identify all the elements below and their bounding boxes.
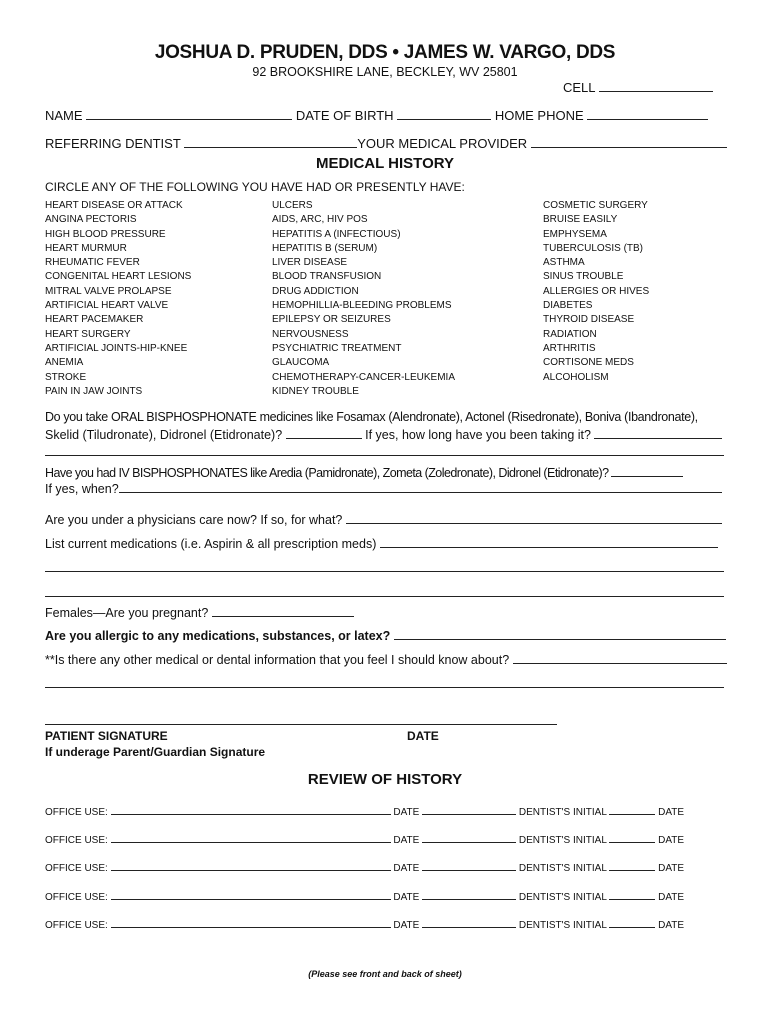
conditions-column-3 xyxy=(543,199,649,385)
referring-dentist-input-line[interactable] xyxy=(184,136,357,148)
medical-provider-label: YOUR MEDICAL PROVIDER xyxy=(357,136,528,151)
date-label: DATE xyxy=(658,835,685,846)
name-input-line[interactable] xyxy=(86,108,292,120)
condition-item[interactable]: SINUS TROUBLE xyxy=(543,271,624,283)
pregnant-label: Females—Are you pregnant? xyxy=(45,606,209,620)
other-info-input-line[interactable] xyxy=(513,652,727,664)
name-label: NAME xyxy=(45,108,83,123)
date-label: DATE xyxy=(393,892,420,903)
date-input-line[interactable] xyxy=(422,805,516,815)
office-use-label: OFFICE USE: xyxy=(45,807,108,818)
office-use-row xyxy=(45,861,684,874)
condition-item[interactable]: PSYCHIATRIC TREATMENT xyxy=(272,342,402,354)
condition-item[interactable]: ULCERS xyxy=(272,200,313,211)
office-use-input-line[interactable] xyxy=(111,918,391,928)
practice-title: JOSHUA D. PRUDEN, DDS • JAMES W. VARGO, DDS xyxy=(154,42,616,63)
home-phone-label: HOME PHONE xyxy=(494,108,584,123)
condition-item[interactable]: BRUISE EASILY xyxy=(543,214,618,226)
condition-item[interactable]: ANEMIA xyxy=(45,357,84,369)
condition-item[interactable]: STROKE xyxy=(45,371,87,383)
office-use-label: OFFICE USE: xyxy=(45,863,108,874)
medications-extra-line-2[interactable] xyxy=(45,596,724,597)
condition-item[interactable]: LIVER DISEASE xyxy=(272,257,348,269)
date-label: DATE xyxy=(393,863,420,874)
dentist-initial-input-line[interactable] xyxy=(609,890,655,900)
dentist-initial-input-line[interactable] xyxy=(609,833,655,843)
medications-input-line[interactable] xyxy=(380,536,718,548)
condition-item[interactable]: HEART DISEASE OR ATTACK xyxy=(45,200,183,211)
dentist-initial-label: DENTIST'S INITIAL xyxy=(518,807,607,818)
oral-bisphosphonate-answer-line[interactable] xyxy=(286,427,362,439)
date-label: DATE xyxy=(658,892,685,903)
condition-item[interactable]: ASTHMA xyxy=(543,257,585,269)
office-use-row xyxy=(45,805,684,818)
condition-item[interactable]: HEART PACEMAKER xyxy=(45,314,144,326)
iv-when-label: If yes, when? xyxy=(45,482,119,496)
condition-item[interactable]: PAIN IN JAW JOINTS xyxy=(45,385,143,397)
dentist-initial-label: DENTIST'S INITIAL xyxy=(518,892,607,903)
condition-item[interactable]: THYROID DISEASE xyxy=(543,314,635,326)
pregnant-question xyxy=(45,605,354,620)
office-use-input-line[interactable] xyxy=(111,805,391,815)
condition-item[interactable]: DRUG ADDICTION xyxy=(272,285,359,297)
referring-dentist-label: REFERRING DENTIST xyxy=(45,136,181,151)
cell-input-line[interactable] xyxy=(599,80,713,92)
condition-item[interactable]: NERVOUSNESS xyxy=(272,328,349,340)
condition-item[interactable]: AIDS, ARC, HIV POS xyxy=(272,214,368,226)
condition-item[interactable]: CHEMOTHERAPY-CANCER-LEUKEMIA xyxy=(272,371,455,383)
other-info-extra-line[interactable] xyxy=(45,687,724,688)
condition-item[interactable]: RHEUMATIC FEVER xyxy=(45,257,140,269)
condition-item[interactable]: HEART SURGERY xyxy=(45,328,131,340)
circle-instruction: CIRCLE ANY OF THE FOLLOWING YOU HAVE HAD OR PRESENTLY HAVE: xyxy=(45,180,465,194)
physician-care-label: Are you under a physicians care now? If so, for what? xyxy=(45,513,343,527)
dentist-initial-label: DENTIST'S INITIAL xyxy=(518,863,607,874)
allergy-input-line[interactable] xyxy=(394,628,726,640)
office-use-label: OFFICE USE: xyxy=(45,892,108,903)
oral-bisphosphonate-question: Do you take ORAL BISPHOSPHONATE medicines like Fosamax (Alendronate), Actonel (Risedronate), Boniva (Ibandronate), xyxy=(45,410,698,424)
office-use-input-line[interactable] xyxy=(111,861,391,871)
date-input-line[interactable] xyxy=(422,861,516,871)
physician-care-input-line[interactable] xyxy=(346,512,722,524)
other-info-label: **Is there any other medical or dental information that you feel I should know about? xyxy=(45,653,510,667)
iv-when-input-line[interactable] xyxy=(119,481,722,493)
physician-care-question xyxy=(45,512,722,527)
oral-bisphosphonate-question-cont xyxy=(45,427,722,442)
date-label: DATE xyxy=(658,863,685,874)
other-info-question xyxy=(45,652,727,667)
condition-item[interactable]: EMPHYSEMA xyxy=(543,228,607,240)
cell-field xyxy=(563,80,713,95)
dentist-initial-label: DENTIST'S INITIAL xyxy=(518,920,607,931)
office-use-label: OFFICE USE: xyxy=(45,920,108,931)
medications-extra-line-1[interactable] xyxy=(45,571,724,572)
condition-item[interactable]: ARTIFICIAL JOINTS-HIP-KNEE xyxy=(45,342,188,354)
dob-label: DATE OF BIRTH xyxy=(295,108,394,123)
condition-item[interactable]: DIABETES xyxy=(543,300,593,312)
dentist-initial-input-line[interactable] xyxy=(609,918,655,928)
condition-item[interactable]: GLAUCOMA xyxy=(272,357,330,369)
date-label: DATE xyxy=(393,807,420,818)
condition-item[interactable]: ANGINA PECTORIS xyxy=(45,214,137,226)
oral-bisphosphonate-extra-line[interactable] xyxy=(45,455,724,456)
guardian-signature-label: If underage Parent/Guardian Signature xyxy=(45,745,266,759)
condition-item[interactable]: HEPATITIS A (INFECTIOUS) xyxy=(272,228,401,240)
office-use-input-line[interactable] xyxy=(111,833,391,843)
signature-date-label: DATE xyxy=(407,729,439,743)
condition-item[interactable]: CONGENITAL HEART LESIONS xyxy=(45,271,192,283)
medical-provider-input-line[interactable] xyxy=(531,136,727,148)
dentist-initial-input-line[interactable] xyxy=(609,861,655,871)
allergy-label: Are you allergic to any medications, substances, or latex? xyxy=(45,629,391,643)
pregnant-input-line[interactable] xyxy=(212,605,354,617)
allergy-question xyxy=(45,628,726,643)
dentist-initial-label: DENTIST'S INITIAL xyxy=(518,835,607,846)
condition-item[interactable]: ALCOHOLISM xyxy=(543,371,609,383)
iv-bisphosphonate-answer-line[interactable] xyxy=(611,465,683,477)
condition-item[interactable]: HEART MURMUR xyxy=(45,242,127,254)
patient-info-row-2 xyxy=(45,136,727,151)
dentist-initial-input-line[interactable] xyxy=(609,805,655,815)
patient-signature-label: PATIENT SIGNATURE xyxy=(45,729,168,743)
office-use-row xyxy=(45,890,684,903)
conditions-column-1 xyxy=(45,199,191,399)
date-input-line[interactable] xyxy=(422,918,516,928)
iv-bisphosphonate-when xyxy=(45,481,722,496)
date-label: DATE xyxy=(658,920,685,931)
condition-item[interactable]: HEMOPHILLIA-BLEEDING PROBLEMS xyxy=(272,300,452,312)
date-input-line[interactable] xyxy=(422,890,516,900)
conditions-column-2 xyxy=(272,199,455,399)
date-label: DATE xyxy=(658,807,685,818)
condition-item[interactable]: MITRAL VALVE PROLAPSE xyxy=(45,285,172,297)
condition-item[interactable]: ARTIFICIAL HEART VALVE xyxy=(45,300,169,312)
condition-item[interactable]: HEPATITIS B (SERUM) xyxy=(272,242,378,254)
condition-item[interactable]: ALLERGIES OR HIVES xyxy=(543,285,650,297)
dob-input-line[interactable] xyxy=(397,108,491,120)
oral-bisphosphonate-duration-label: If yes, how long have you been taking it? xyxy=(365,428,591,442)
condition-item[interactable]: COSMETIC SURGERY xyxy=(543,200,648,211)
iv-bisphosphonate-label: Have you had IV BISPHOSPHONATES like Aredia (Pamidronate), Zometa (Zoledronate), Didronel (Etidronate)? xyxy=(45,466,609,480)
office-use-row xyxy=(45,833,684,846)
footer-note: (Please see front and back of sheet) xyxy=(308,969,462,979)
review-heading: REVIEW OF HISTORY xyxy=(307,771,463,788)
patient-info-row-1 xyxy=(45,108,708,123)
office-use-row xyxy=(45,918,684,931)
condition-item[interactable]: KIDNEY TROUBLE xyxy=(272,385,359,397)
date-input-line[interactable] xyxy=(422,833,516,843)
condition-item[interactable]: RADIATION xyxy=(543,328,597,340)
home-phone-input-line[interactable] xyxy=(587,108,708,120)
office-use-label: OFFICE USE: xyxy=(45,835,108,846)
oral-bisphosphonate-duration-line[interactable] xyxy=(594,427,722,439)
condition-item[interactable]: ARTHRITIS xyxy=(543,342,596,354)
condition-item[interactable]: CORTISONE MEDS xyxy=(543,357,634,369)
condition-item[interactable]: TUBERCULOSIS (TB) xyxy=(543,242,644,254)
signature-line[interactable] xyxy=(45,724,557,725)
medical-history-heading: MEDICAL HISTORY xyxy=(315,155,455,172)
office-use-input-line[interactable] xyxy=(111,890,391,900)
practice-address: 92 BROOKSHIRE LANE, BECKLEY, WV 25801 xyxy=(252,65,518,79)
medications-question xyxy=(45,536,718,551)
condition-item[interactable]: EPILEPSY OR SEIZURES xyxy=(272,314,391,326)
date-label: DATE xyxy=(393,835,420,846)
cell-label: CELL xyxy=(563,80,596,95)
condition-item[interactable]: BLOOD TRANSFUSION xyxy=(272,271,382,283)
condition-item[interactable]: HIGH BLOOD PRESSURE xyxy=(45,228,166,240)
oral-bisphosphonate-drugs: Skelid (Tiludronate), Didronel (Etidronate)? xyxy=(45,428,283,442)
date-label: DATE xyxy=(393,920,420,931)
iv-bisphosphonate-question xyxy=(45,465,683,480)
medications-label: List current medications (i.e. Aspirin & all prescription meds) xyxy=(45,537,377,551)
